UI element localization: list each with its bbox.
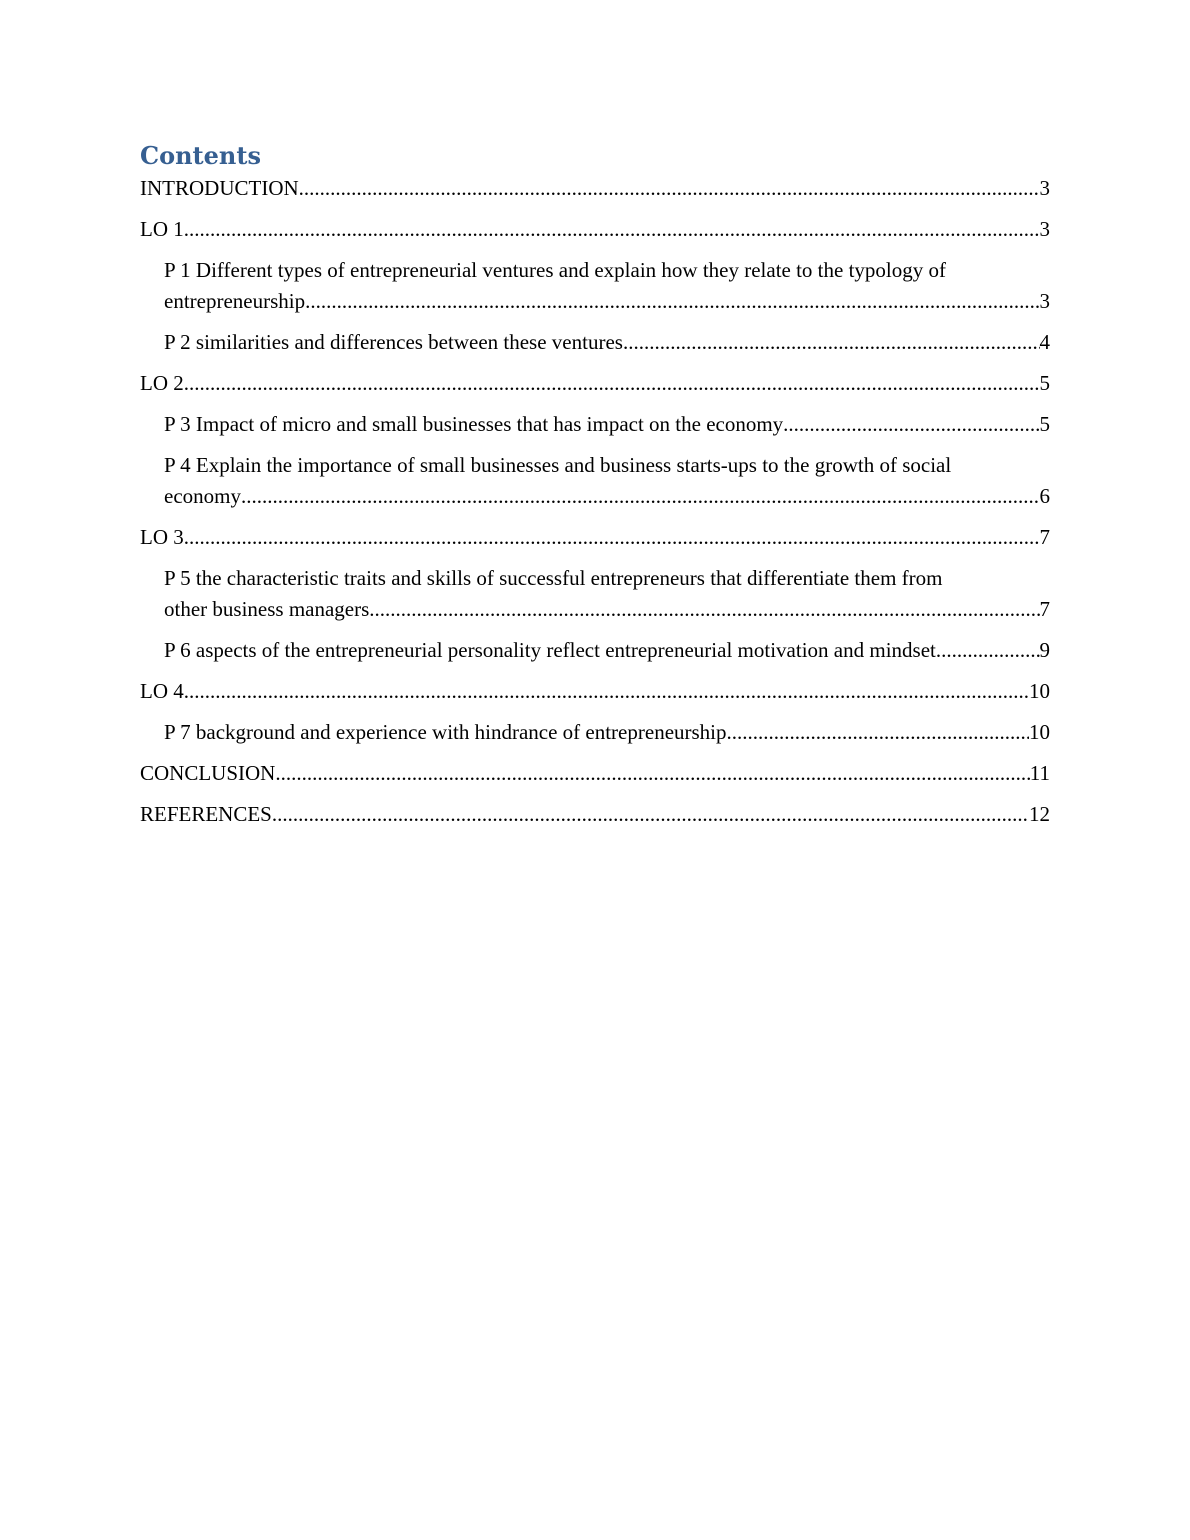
toc-entry-line <box>140 368 1050 399</box>
toc-page-number: 5 <box>1039 412 1050 436</box>
toc-entry-line <box>140 214 1050 245</box>
toc-entry-introduction[interactable] <box>140 173 1050 204</box>
toc-entry-label: LO 4 <box>140 679 184 703</box>
toc-entry-line <box>140 173 1050 204</box>
toc-entry-p5[interactable] <box>140 563 1050 625</box>
toc-dot-leader <box>369 594 1039 625</box>
toc-dot-leader <box>623 327 1040 358</box>
toc-page-number: 3 <box>1039 217 1050 241</box>
toc-entry-p3[interactable] <box>140 409 1050 440</box>
toc-page-number: 10 <box>1029 679 1050 703</box>
toc-page-number: 6 <box>1039 484 1050 508</box>
toc-page-number: 7 <box>1039 597 1050 621</box>
toc-entry-line <box>140 522 1050 553</box>
toc-page-number: 11 <box>1029 761 1050 785</box>
toc-entry-line <box>140 799 1050 830</box>
toc-entry-p7[interactable] <box>140 717 1050 748</box>
toc-dot-leader <box>184 214 1040 245</box>
toc-dot-leader <box>783 409 1039 440</box>
toc-entry-label: P 6 aspects of the entrepreneurial personality reflect entrepreneurial motivation and mindset. <box>164 638 942 662</box>
toc-dot-leader <box>184 522 1040 553</box>
toc-entry-label: REFERENCES <box>140 802 272 826</box>
toc-page-number: 3 <box>1039 176 1050 200</box>
toc-entry-label: P 2 similarities and differences between these ventures <box>164 330 623 354</box>
toc-entry-label: LO 2 <box>140 371 184 395</box>
toc-entry-p1[interactable] <box>140 255 1050 317</box>
toc-list <box>140 173 1050 830</box>
toc-entry-lo4[interactable] <box>140 676 1050 707</box>
toc-page-number: 10 <box>1029 720 1050 744</box>
toc-entry-label: other business managers <box>164 597 370 621</box>
toc-entry-lo3[interactable] <box>140 522 1050 553</box>
toc-entry-line <box>140 758 1050 789</box>
toc-entry-label: entrepreneurship <box>164 289 306 313</box>
toc-entry-first-line: P 4 Explain the importance of small businesses and business starts-ups to the growth of social <box>164 453 952 477</box>
toc-entry-p6[interactable] <box>140 635 1050 666</box>
toc-dot-leader <box>275 758 1029 789</box>
toc-entry-first-line: P 5 the characteristic traits and skills of successful entrepreneurs that differentiate them from <box>164 566 943 590</box>
toc-entry-label: economy <box>164 484 241 508</box>
toc-dot-leader <box>184 368 1040 399</box>
toc-entry-references[interactable] <box>140 799 1050 830</box>
toc-page-number: 3 <box>1039 289 1050 313</box>
toc-dot-leader <box>241 481 1040 512</box>
toc-dot-leader <box>305 286 1039 317</box>
document-page <box>140 138 1050 840</box>
toc-heading: Contents <box>140 141 261 170</box>
toc-entry-line <box>164 286 1050 317</box>
toc-entry-label: LO 3 <box>140 525 184 549</box>
toc-entry-label: P 7 background and experience with hindrance of entrepreneurship <box>164 720 727 744</box>
toc-entry-line <box>164 717 1050 748</box>
toc-dot-leader <box>299 173 1040 204</box>
toc-dot-leader <box>184 676 1029 707</box>
toc-entry-p4[interactable] <box>140 450 1050 512</box>
toc-entry-line <box>164 635 1050 666</box>
toc-page-number: 9 <box>1039 638 1050 662</box>
toc-page-number: 5 <box>1039 371 1050 395</box>
toc-page-number: 12 <box>1029 802 1050 826</box>
toc-page-number: 4 <box>1039 330 1050 354</box>
toc-entry-first-line: P 1 Different types of entrepreneurial ventures and explain how they relate to the typology of <box>164 258 947 282</box>
toc-entry-line <box>164 327 1050 358</box>
toc-page-number: 7 <box>1039 525 1050 549</box>
toc-entry-label: CONCLUSION <box>140 761 276 785</box>
toc-dot-leader <box>941 635 1039 666</box>
toc-dot-leader <box>727 717 1029 748</box>
toc-entry-line <box>164 481 1050 512</box>
toc-entry-lo2[interactable] <box>140 368 1050 399</box>
toc-dot-leader <box>272 799 1029 830</box>
toc-entry-lo1[interactable] <box>140 214 1050 245</box>
toc-entry-p2[interactable] <box>140 327 1050 358</box>
toc-entry-label: LO 1 <box>140 217 184 241</box>
toc-entry-label: INTRODUCTION <box>140 176 299 200</box>
toc-entry-line <box>164 594 1050 625</box>
toc-entry-label: P 3 Impact of micro and small businesses that has impact on the economy <box>164 412 784 436</box>
toc-entry-conclusion[interactable] <box>140 758 1050 789</box>
toc-entry-line <box>140 676 1050 707</box>
toc-entry-line <box>164 409 1050 440</box>
